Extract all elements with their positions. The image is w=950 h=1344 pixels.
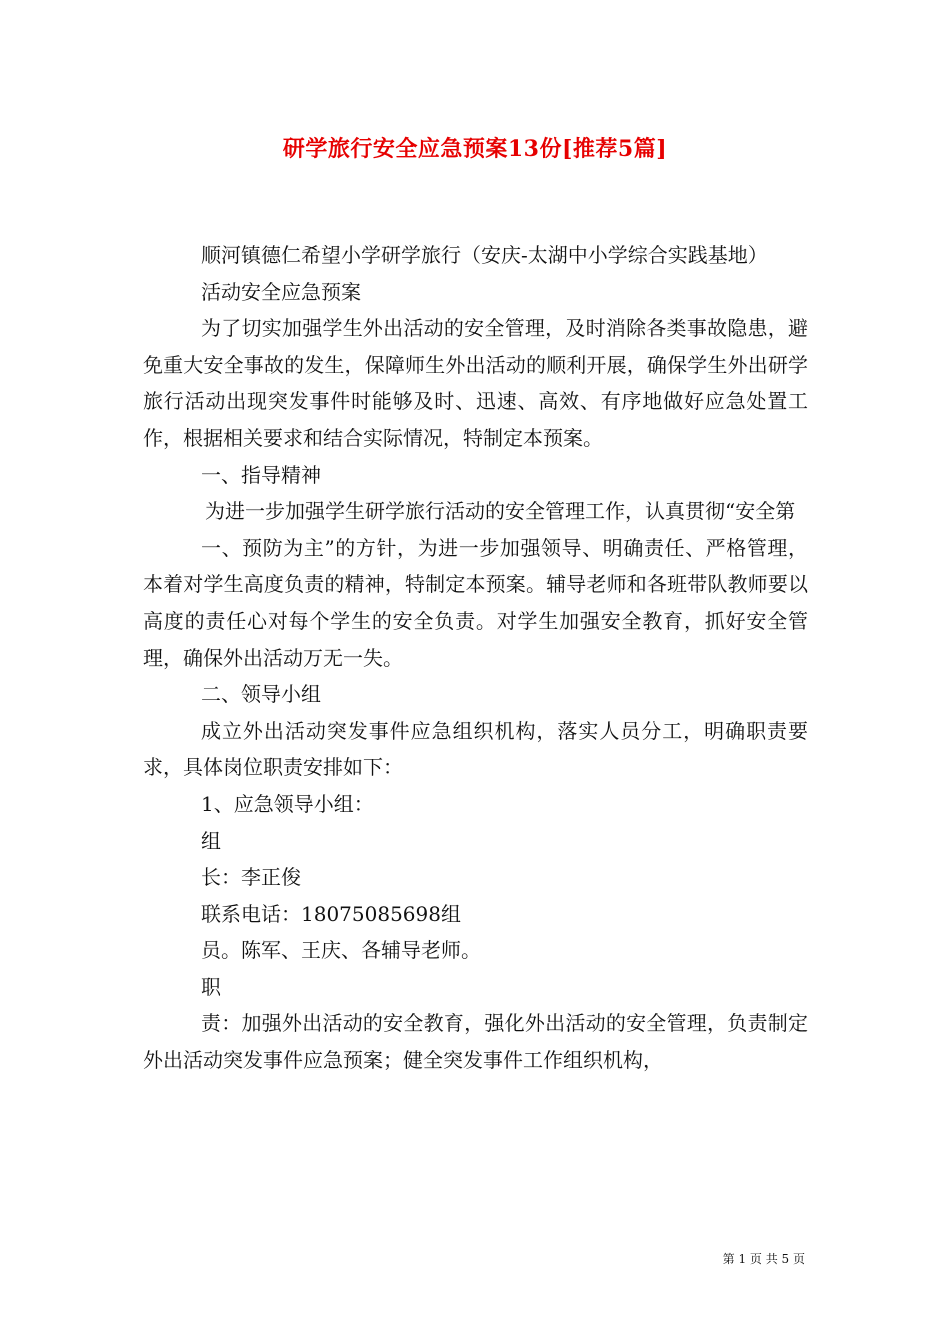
- document-title: 研学旅行安全应急预案13份[推荐5篇]: [282, 136, 668, 162]
- paragraph: 组: [201, 828, 221, 853]
- paragraph: 顺河镇德仁希望小学研学旅行（安庆-太湖中小学综合实践基地）: [201, 243, 768, 267]
- page-number: 第 1 页 共 5 页: [722, 1252, 805, 1266]
- paragraph: 成立外出活动突发事件应急组织机构，落实人员分工，明确职责要求，具体岗位职责安排如下：: [143, 718, 808, 780]
- paragraph: 长：李正俊: [201, 865, 301, 890]
- paragraph: 职: [201, 974, 221, 999]
- paragraph: 一、预防为主”的方针，为进一步加强领导、明确责任、严格管理，本着对学生高度负责的精神，特制定本预案。辅导老师和各班带队教师要以高度的责任心对每个学生的安全负责。对学生加强安全教育，抓好安全管理，确保外出活动万无一失。: [143, 535, 808, 670]
- paragraph: 员。陈军、王庆、各辅导老师。: [201, 938, 481, 963]
- section-heading: 二、领导小组: [201, 682, 321, 707]
- paragraph: 1、应急领导小组：: [201, 791, 374, 816]
- paragraph: 活动安全应急预案: [201, 279, 361, 304]
- paragraph: 为进一步加强学生研学旅行活动的安全管理工作，认真贯彻“安全第: [205, 499, 796, 524]
- paragraph: 联系电话：18075085698组: [201, 901, 461, 926]
- paragraph: 责：加强外出活动的安全教育，强化外出活动的安全管理，负责制定外出活动突发事件应急预案；健全突发事件工作组织机构，: [143, 1011, 808, 1073]
- section-heading: 一、指导精神: [201, 462, 321, 487]
- document-body: [143, 237, 808, 1079]
- paragraph: 为了切实加强学生外出活动的安全管理，及时消除各类事故隐患，避免重大安全事故的发生，保障师生外出活动的顺利开展，确保学生外出研学旅行活动出现突发事件时能够及时、迅速、高效、有序地做好应急处置工作，根据相关要求和结合实际情况，特制定本预案。: [143, 316, 808, 450]
